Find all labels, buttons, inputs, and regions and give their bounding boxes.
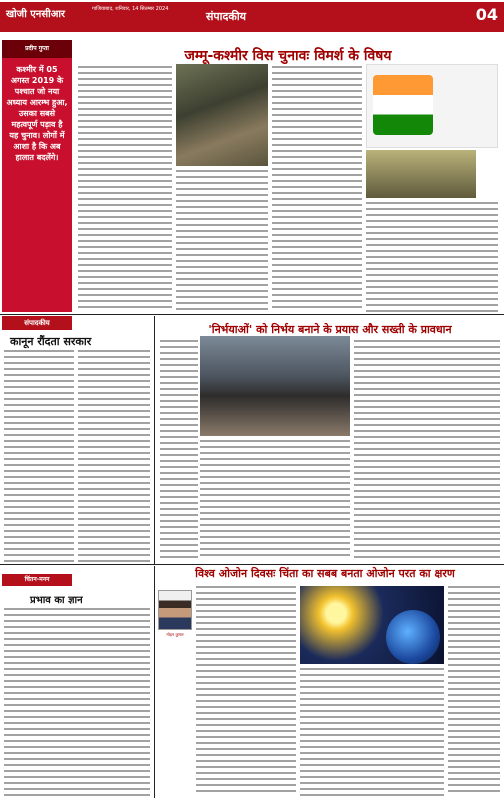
article-column	[176, 170, 268, 312]
divider	[154, 316, 155, 564]
editorial-column	[78, 350, 150, 562]
article-column	[272, 66, 362, 312]
page-number: 04	[475, 5, 498, 24]
header-band	[0, 2, 504, 32]
article-column	[448, 586, 500, 796]
editorial-label: संपादकीय	[2, 316, 72, 330]
column-title: प्रभाव का ज्ञान	[30, 595, 83, 606]
column-text	[4, 608, 150, 796]
article-column	[196, 586, 296, 796]
column-label: चिंतन-मनन	[2, 574, 72, 586]
article-column	[354, 340, 500, 560]
headline-third: विश्व ओजोन दिवसः चिंता का सबब बनता ओजोन परत का क्षरण	[195, 567, 455, 580]
photo-soldiers	[176, 64, 268, 166]
editorial-title: कानून रौंदता सरकार	[10, 335, 92, 348]
dateline: गाजियाबाद, शनिवार, 14 सितम्बर 2024	[92, 6, 169, 12]
earth-graphic	[386, 610, 440, 664]
article-column	[300, 668, 444, 796]
sidebar-quote-box	[2, 40, 72, 312]
editorial-column	[4, 350, 74, 562]
divider	[154, 566, 155, 798]
divider	[0, 564, 504, 565]
photo-election-logo	[366, 64, 498, 148]
headline-top: जम्मू-कश्मीर विस चुनावः विमर्श के विषय	[184, 48, 392, 64]
page-header	[0, 0, 504, 40]
photo-candle-march	[200, 336, 350, 436]
divider	[0, 314, 504, 315]
article-column	[366, 202, 498, 312]
headline-second: 'निर्भयाओं' को निर्भय बनाने के प्रयास और सख्ती के प्रावधान	[208, 323, 452, 336]
author-photo	[158, 590, 192, 630]
masthead: खोजी एनसीआर	[6, 9, 66, 20]
author-name: मोहन कुमार	[166, 632, 184, 637]
photo-ozone-sun-earth	[300, 586, 444, 664]
article-column	[200, 440, 350, 560]
section-title: संपादकीय	[206, 10, 247, 23]
article-column	[160, 340, 198, 560]
sidebar-author: प्रदीप गुप्ता	[2, 40, 72, 58]
sidebar-quote: कश्मीर में 05 अगस्त 2019 के पश्चात जो नया अध्याय आरम्भ हुआ, उसका सबसे महत्वपूर्ण पड़ाव है यह चुनाव। लोगों में आशा है कि अब हालात बदलेंगे।	[6, 65, 68, 162]
article-column	[78, 66, 172, 312]
photo-official	[366, 150, 476, 198]
election-flag-graphic	[373, 75, 433, 135]
